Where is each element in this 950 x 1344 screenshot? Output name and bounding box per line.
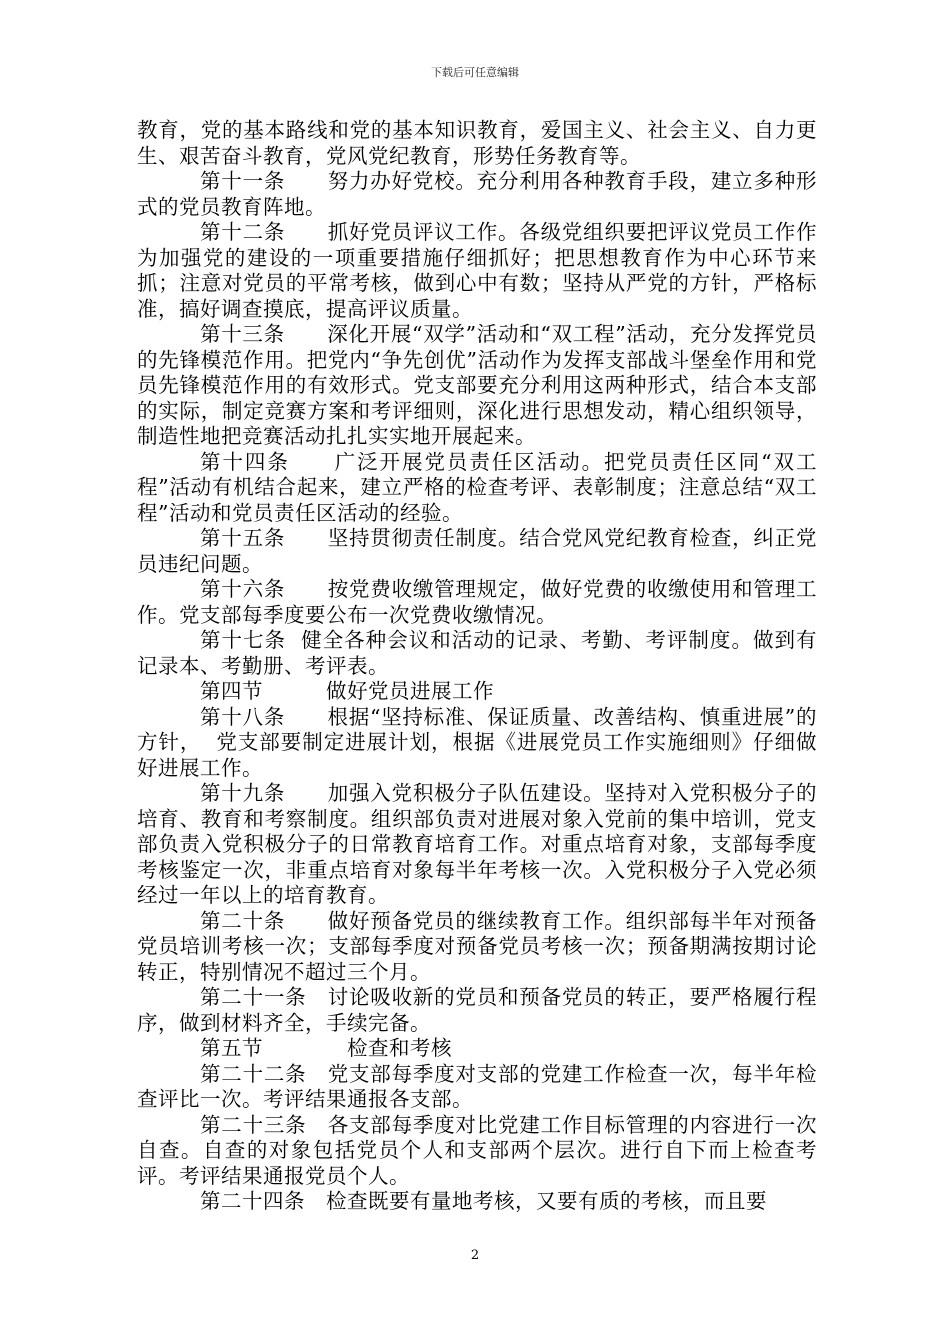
section-5-heading: 第五节 检查和考核 <box>200 1036 452 1060</box>
document-body <box>137 118 817 1215</box>
article-20: 第二十条 做好预备党员的继续教育工作。组织部每半年对预备党员培训考核一次；支部每季度对预备党员考核一次；预备期满按期讨论转正，特别情况不超过三个月。 <box>137 908 817 984</box>
article-14: 第十四条 广泛开展党员责任区活动。把党员责任区同“双工程”活动有机结合起来，建立严格的检查考评、表彰制度；注意总结“双工程”活动和党员责任区活动的经验。 <box>137 449 817 525</box>
page-header: 下载后可任意编辑 <box>431 66 519 79</box>
article-22: 第二十二条 党支部每季度对支部的党建工作检查一次，每半年检查评比一次。考评结果通报各支部。 <box>137 1061 817 1111</box>
article-12: 第十二条 抓好党员评议工作。各级党组织要把评议党员工作作为加强党的建设的一项重要措施仔细抓好；把思想教育作为中心环节来抓；注意对党员的平常考核，做到心中有数；坚持从严党的方针，严格标准，搞好调查摸底，提高评议质量。 <box>137 220 817 321</box>
article-13: 第十三条 深化开展“双学”活动和“双工程”活动，充分发挥党员的先锋模范作用。把党内“争先创优”活动作为发挥支部战斗堡垒作用和党员先锋模范作用的有效形式。党支部要充分利用这两种形式，结合本支部的实际，制定竞赛方案和考评细则，深化进行思想发动，精心组织领导，制造性地把竞赛活动扎扎实实地开展起来。 <box>137 322 817 448</box>
article-11: 第十一条 努力办好党校。充分利用各种教育手段，建立多种形式的党员教育阵地。 <box>137 169 817 219</box>
page-number: 2 <box>470 1248 480 1263</box>
article-21: 第二十一条 讨论吸收新的党员和预备党员的转正，要严格履行程序，做到材料齐全，手续完备。 <box>137 985 817 1035</box>
article-19: 第十九条 加强入党积极分子队伍建设。坚持对入党积极分子的培育、教育和考察制度。组织部负责对进展对象入党前的集中培训，党支部负责入党积极分子的日常教育培育工作。对重点培育对象，支部每季度考核鉴定一次，非重点培育对象每半年考核一次。入党积极分子入党必须经过一年以上的培育教育。 <box>137 781 817 907</box>
article-17: 第十七条 健全各种会议和活动的记录、考勤、考评制度。做到有记录本、考勤册、考评表。 <box>137 628 817 678</box>
article-16: 第十六条 按党费收缴管理规定，做好党费的收缴使用和管理工作。党支部每季度要公布一次党费收缴情况。 <box>137 577 817 627</box>
article-24: 第二十四条 检查既要有量地考核，又要有质的考核，而且要 <box>200 1189 767 1213</box>
article-23: 第二十三条 各支部每季度对比党建工作目标管理的内容进行一次自查。自查的对象包括党员个人和支部两个层次。进行自下而上检查考评。考评结果通报党员个人。 <box>137 1112 817 1188</box>
article-18: 第十八条 根据“坚持标准、保证质量、改善结构、慎重进展”的方针， 党支部要制定进展计划，根据《进展党员工作实施细则》仔细做好进展工作。 <box>137 704 817 780</box>
paragraph-continuation: 教育，党的基本路线和党的基本知识教育，爱国主义、社会主义、自力更生、艰苦奋斗教育，党风党纪教育，形势任务教育等。 <box>137 118 817 168</box>
article-15: 第十五条 坚持贯彻责任制度。结合党风党纪教育检查，纠正党员违纪问题。 <box>137 526 817 576</box>
section-4-heading: 第四节 做好党员进展工作 <box>200 679 494 703</box>
